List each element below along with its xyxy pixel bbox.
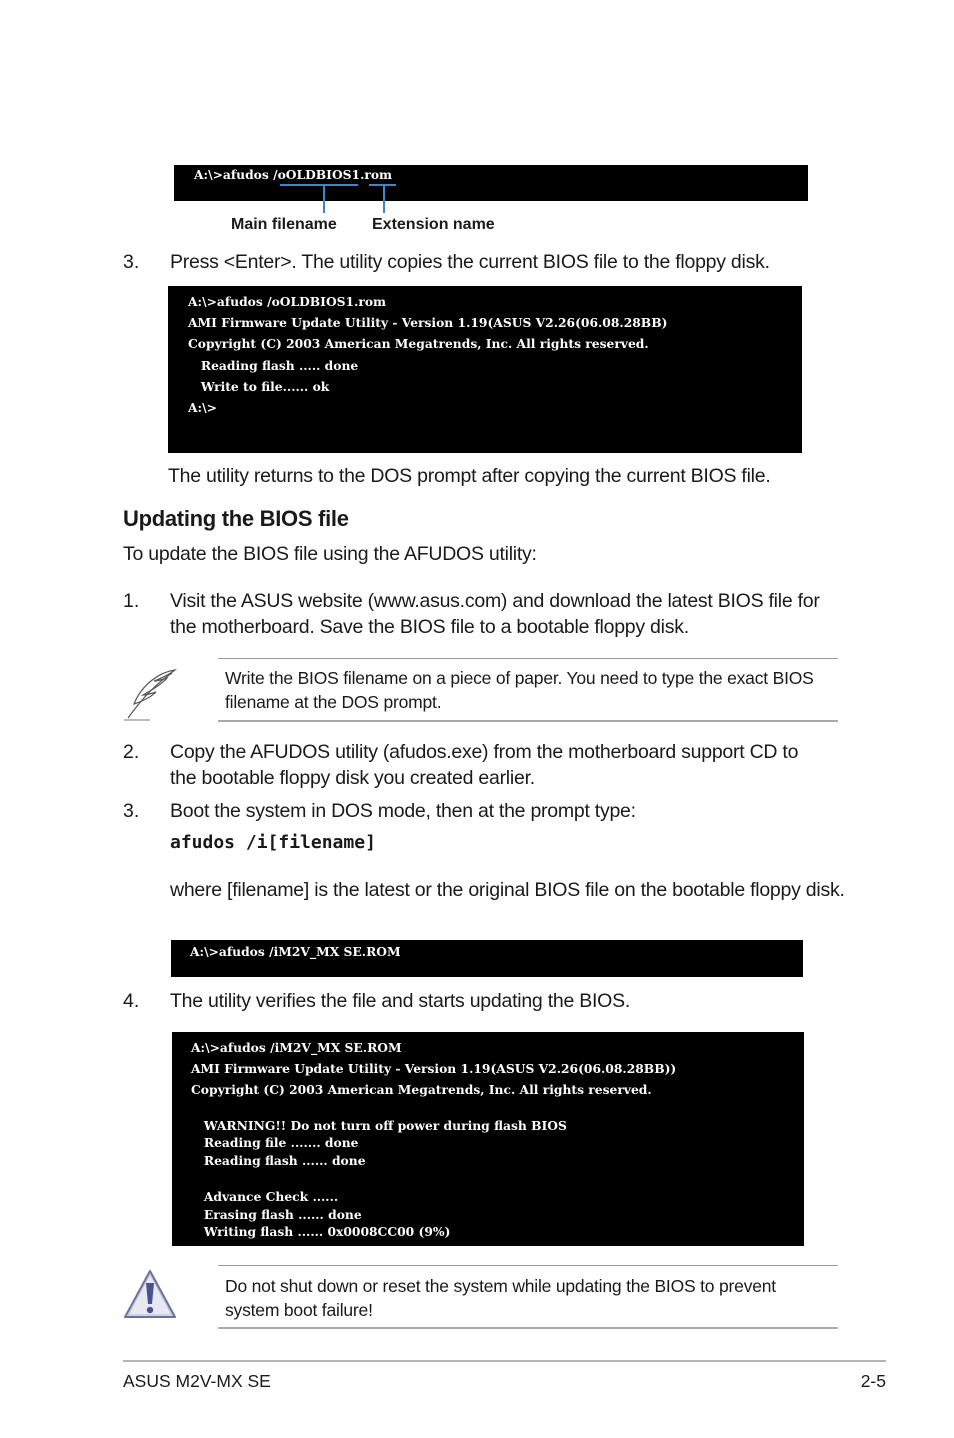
step-text: The utility verifies the file and starts updating the BIOS. [170, 990, 630, 1012]
footer-rule [123, 1360, 886, 1362]
step-number: 3. [123, 251, 140, 273]
feather-pen-icon [120, 666, 180, 724]
terminal-line: Copyright (C) 2003 American Megatrends, Inc. All rights reserved. [188, 336, 649, 351]
callout-line-ext [383, 186, 385, 213]
callout-underline-main [280, 184, 358, 186]
callout-main-filename: Main filename [231, 216, 337, 233]
step-text: Copy the AFUDOS utility (afudos.exe) from the motherboard support CD to [170, 741, 799, 763]
warning-text: system boot failure! [225, 1300, 373, 1320]
warning-text: Do not shut down or reset the system while updating the BIOS to prevent [225, 1276, 776, 1296]
note-text: Write the BIOS filename on a piece of paper. You need to type the exact BIOS [225, 668, 814, 688]
terminal-line: Copyright (C) 2003 American Megatrends, Inc. All rights reserved. [191, 1082, 652, 1097]
step-text: Visit the ASUS website (www.asus.com) and download the latest BIOS file for [170, 590, 820, 612]
step-text: Boot the system in DOS mode, then at the prompt type: [170, 800, 636, 822]
step-text: the bootable floppy disk you created earlier. [170, 767, 535, 789]
section-intro: To update the BIOS file using the AFUDOS utility: [123, 543, 537, 565]
terminal-line: Erasing flash ...... done [191, 1207, 362, 1222]
step-number: 1. [123, 590, 140, 612]
terminal-line: Reading flash ..... done [188, 358, 359, 373]
paragraph-after-copy: The utility returns to the DOS prompt after copying the current BIOS file. [168, 465, 771, 487]
terminal-backup-output [168, 286, 802, 453]
section-title: Updating the BIOS file [123, 506, 349, 531]
footer-page-number: 2-5 [860, 1371, 886, 1391]
terminal-line: AMI Firmware Update Utility - Version 1.19(ASUS V2.26(06.08.28BB) [188, 315, 668, 330]
terminal-line: A:\> [188, 400, 217, 415]
terminal-update-command [171, 940, 803, 977]
terminal-line: A:\>afudos /oOLDBIOS1.rom [194, 167, 393, 182]
terminal-line: Writing flash ...... 0x0008CC00 (9%) [191, 1224, 451, 1239]
terminal-line: Advance Check ...... [191, 1189, 339, 1204]
terminal-line: A:\>afudos /oOLDBIOS1.rom [188, 294, 387, 309]
warning-triangle-icon [122, 1268, 178, 1320]
note-bottom-rule [218, 720, 838, 722]
terminal-line: Reading file ....... done [191, 1135, 359, 1150]
terminal-line: A:\>afudos /iM2V_MX SE.ROM [190, 944, 401, 959]
step-number: 4. [123, 990, 140, 1012]
terminal-line: WARNING!! Do not turn off power during flash BIOS [191, 1118, 567, 1133]
terminal-backup-command [174, 165, 808, 201]
step-text: the motherboard. Save the BIOS file to a bootable floppy disk. [170, 616, 689, 638]
step-number: 2. [123, 741, 140, 763]
footer-product-name: ASUS M2V-MX SE [123, 1371, 271, 1391]
terminal-line: Reading flash ...... done [191, 1153, 366, 1168]
callout-extension-name: Extension name [372, 216, 495, 233]
terminal-line: A:\>afudos /iM2V_MX SE.ROM [191, 1040, 402, 1055]
callout-line-main [323, 186, 325, 213]
note-text: filename at the DOS prompt. [225, 692, 442, 712]
step-number: 3. [123, 800, 140, 822]
warning-top-rule [218, 1265, 838, 1266]
terminal-update-output [172, 1032, 804, 1246]
command-example: afudos /i[filename] [170, 832, 376, 853]
warning-bottom-rule [218, 1327, 838, 1329]
where-explanation: where [filename] is the latest or the original BIOS file on the bootable floppy disk. [170, 879, 845, 901]
terminal-line: AMI Firmware Update Utility - Version 1.19(ASUS V2.26(06.08.28BB)) [191, 1061, 677, 1076]
note-top-rule [218, 658, 838, 659]
step-text: Press <Enter>. The utility copies the current BIOS file to the floppy disk. [170, 251, 770, 273]
terminal-line: Write to file...... ok [188, 379, 330, 394]
